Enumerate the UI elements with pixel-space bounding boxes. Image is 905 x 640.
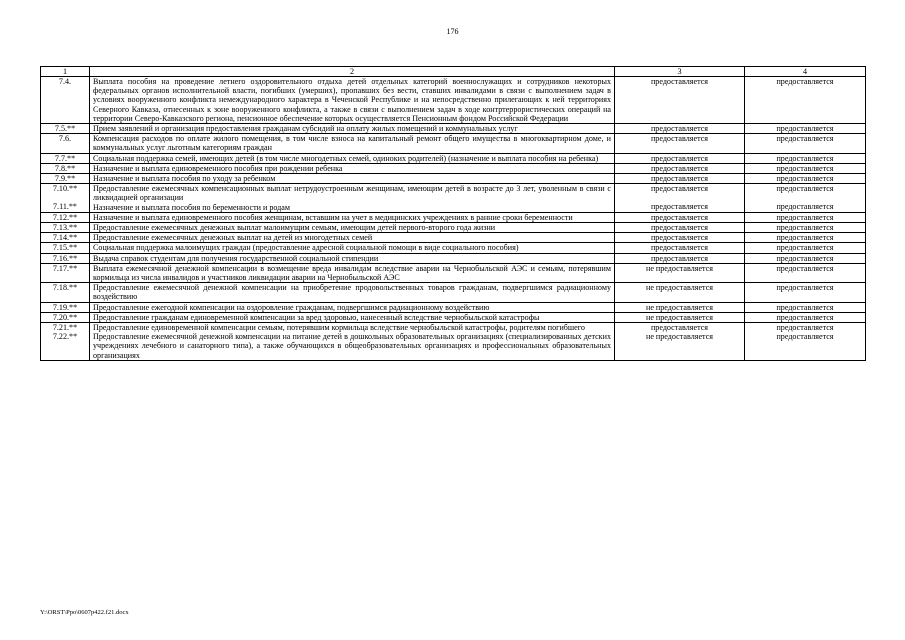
table-row <box>41 302 866 312</box>
row-number-text: 7.18.** <box>52 283 78 293</box>
availability-col-3-text: не предоставляется <box>645 312 714 322</box>
availability-col-3 <box>615 163 745 173</box>
availability-col-4 <box>745 212 866 222</box>
row-number-text: 7.10.** <box>52 184 78 194</box>
row-number-text: 7.4. <box>58 77 72 86</box>
service-description-text: Выплата ежемесячной денежной компенсации в возмещение вреда инвалидам вследствие аварии на Чернобыльской АЭС и семьям, потерявшим кормильца из числа инвалидов и участников ликвидации аварии на Чернобыльской АЭС <box>93 263 611 283</box>
availability-col-4-text: предоставляется <box>776 202 834 212</box>
table-row <box>41 153 866 163</box>
row-number-text: 7.20.** <box>52 312 78 322</box>
service-description <box>90 223 615 233</box>
service-description-text: Предоставление ежемесячной денежной компенсации на питание детей в дошкольных образовательных организациях (специализированных детских учреждениях лечебного и санаторного типа), а также обучающихся в общеобразовательных организациях и профессиональных образовательных организациях <box>93 332 611 360</box>
availability-col-4 <box>745 184 866 213</box>
availability-col-3 <box>615 253 745 263</box>
table-row <box>41 253 866 263</box>
availability-col-4 <box>745 233 866 243</box>
row-number-text: 7.17.** <box>52 263 78 273</box>
service-description-text: Социальная поддержка малоимущих граждан (предоставление адресной социальной помощи в виде социального пособия) <box>93 243 519 253</box>
availability-col-4-text: предоставляется <box>776 124 834 134</box>
row-number <box>41 312 90 322</box>
availability-col-3-text: предоставляется <box>650 124 709 134</box>
availability-col-3-text: предоставляется <box>650 184 709 194</box>
table-row <box>41 233 866 243</box>
row-number-text: 7.5.** <box>54 124 76 134</box>
availability-col-3 <box>615 302 745 312</box>
row-number <box>41 184 90 213</box>
row-number-text: 7.13.** <box>52 223 78 233</box>
availability-col-4-text: предоставляется <box>776 323 834 333</box>
availability-col-4-text: предоставляется <box>776 233 834 243</box>
availability-col-3-text: предоставляется <box>650 323 709 333</box>
availability-col-4-text: предоставляется <box>776 302 834 312</box>
row-number-text: 7.19.** <box>52 302 78 312</box>
availability-col-3-text: предоставляется <box>650 174 709 184</box>
row-number <box>41 212 90 222</box>
row-number-text: 7.6. <box>58 134 72 144</box>
availability-col-3-text: предоставляется <box>650 253 709 263</box>
service-description-text: Прием заявлений и организация предоставления гражданам субсидий на оплату жилых помещений и коммунальных услуг <box>93 124 518 134</box>
availability-col-3-text: не предоставляется <box>645 263 714 273</box>
table-row <box>41 323 866 361</box>
table-row <box>41 212 866 222</box>
service-description-text: Выдача справок студентам для получения государственной социальной стипендии <box>93 253 379 263</box>
availability-col-3 <box>615 124 745 134</box>
page-number: 176 <box>446 27 459 36</box>
service-description-text: Предоставление ежемесячной денежной компенсации на приобретение продовольственных товаров гражданам, подвергшимся радиационному воздействию <box>93 283 611 302</box>
table-row <box>41 174 866 184</box>
service-description <box>90 134 615 153</box>
availability-col-4 <box>745 223 866 233</box>
availability-col-4-text: предоставляется <box>776 243 834 253</box>
header-col-1: 1 <box>41 67 90 77</box>
availability-col-3-text: предоставляется <box>650 202 709 212</box>
availability-col-3 <box>615 312 745 322</box>
table-row <box>41 263 866 282</box>
table-row <box>41 184 866 213</box>
row-number-text: 7.11.** <box>53 202 77 212</box>
availability-col-4 <box>745 312 866 322</box>
row-number <box>41 134 90 153</box>
service-description <box>90 184 615 213</box>
availability-col-4 <box>745 263 866 282</box>
services-table <box>40 66 866 361</box>
table-header-row <box>41 67 866 77</box>
row-number <box>41 253 90 263</box>
availability-col-4-text: предоставляется <box>776 174 834 184</box>
service-description <box>90 77 615 124</box>
availability-col-4-text: предоставляется <box>776 283 834 293</box>
availability-col-4 <box>745 163 866 173</box>
availability-col-3-text: предоставляется <box>650 134 709 144</box>
header-col-4: 4 <box>745 67 866 77</box>
availability-col-4 <box>745 243 866 253</box>
availability-col-3 <box>615 243 745 253</box>
availability-col-3 <box>615 263 745 282</box>
service-description <box>90 312 615 322</box>
availability-col-3 <box>615 233 745 243</box>
service-description <box>90 263 615 282</box>
availability-col-3 <box>615 77 745 124</box>
row-number-text: 7.16.** <box>52 253 78 263</box>
row-number-text: 7.15.** <box>52 243 78 253</box>
table-row <box>41 312 866 322</box>
row-number-text: 7.8.** <box>54 163 76 173</box>
row-number-text: 7.14.** <box>52 233 78 243</box>
service-description <box>90 243 615 253</box>
service-description-text: Назначение и выплата единовременного пособия при рождении ребенка <box>93 163 343 173</box>
availability-col-4 <box>745 134 866 153</box>
table-row <box>41 163 866 173</box>
row-number <box>41 283 90 302</box>
availability-col-3-text: предоставляется <box>650 223 709 233</box>
availability-col-4-text: предоставляется <box>776 153 834 163</box>
service-description <box>90 153 615 163</box>
availability-col-3-text: не предоставляется <box>645 332 714 342</box>
availability-col-4 <box>745 323 866 361</box>
availability-col-3-text: предоставляется <box>650 77 709 86</box>
availability-col-3-text: предоставляется <box>650 243 709 253</box>
row-number <box>41 163 90 173</box>
availability-col-4-text: предоставляется <box>776 312 834 322</box>
row-number-text: 7.7.** <box>54 153 76 163</box>
service-description-text: Назначение и выплата единовременного пособия женщинам, вставшим на учет в медицинских учреждениях в ранние сроки беременности <box>93 212 573 222</box>
availability-col-4 <box>745 174 866 184</box>
availability-col-3-text: не предоставляется <box>645 302 714 312</box>
availability-col-4-text: предоставляется <box>776 134 834 144</box>
table-row <box>41 124 866 134</box>
table-row <box>41 283 866 302</box>
availability-col-3-text: предоставляется <box>650 163 709 173</box>
availability-col-3-text: предоставляется <box>650 233 709 243</box>
row-number <box>41 223 90 233</box>
availability-col-3 <box>615 212 745 222</box>
header-col-2: 2 <box>90 67 615 77</box>
availability-col-4-text: предоставляется <box>776 332 834 342</box>
table-row <box>41 223 866 233</box>
availability-col-3 <box>615 323 745 361</box>
availability-col-4-text: предоставляется <box>776 163 834 173</box>
availability-col-3 <box>615 184 745 213</box>
availability-col-4-text: предоставляется <box>776 253 834 263</box>
table-body <box>41 77 866 361</box>
row-number-text: 7.9.** <box>54 174 76 184</box>
row-number-text: 7.12.** <box>52 212 78 222</box>
service-description-text: Предоставление ежемесячных денежных выплат малоимущим семьям, имеющим детей первого-второго года жизни <box>93 223 496 233</box>
row-number <box>41 153 90 163</box>
row-number <box>41 302 90 312</box>
availability-col-3 <box>615 223 745 233</box>
row-number <box>41 174 90 184</box>
service-description-text: Назначение и выплата пособия по беременности и родам <box>93 202 291 212</box>
row-number <box>41 124 90 134</box>
service-description-text: Социальная поддержка семей, имеющих детей (в том числе многодетных семей, одиноких родителей) (назначение и выплата пособия на ребенка) <box>93 153 599 163</box>
availability-col-4-text: предоставляется <box>776 263 834 273</box>
row-number <box>41 263 90 282</box>
service-description <box>90 233 615 243</box>
service-description <box>90 174 615 184</box>
service-description <box>90 124 615 134</box>
table-row <box>41 243 866 253</box>
service-description <box>90 212 615 222</box>
service-description-text: Предоставление единовременной компенсации семьям, потерявшим кормильца вследствие чернобыльской катастрофы, родителям погибшего <box>93 323 585 333</box>
availability-col-4 <box>745 124 866 134</box>
availability-col-4 <box>745 283 866 302</box>
availability-col-3-text: предоставляется <box>650 153 709 163</box>
service-description-text: Назначение и выплата пособия по уходу за ребенком <box>93 174 276 184</box>
service-description-text: Предоставление ежемесячных денежных выплат на детей из многодетных семей <box>93 233 373 243</box>
service-description <box>90 323 615 361</box>
row-number-text: 7.21.** <box>52 323 78 333</box>
service-description-text: Предоставление ежемесячных компенсационных выплат нетрудоустроенным женщинам, имеющим детей в возрасте до 3 лет, уволенным в связи с ликвидацией организации <box>93 184 611 203</box>
row-number-text: 7.22.** <box>52 332 78 342</box>
availability-col-3 <box>615 134 745 153</box>
availability-col-3 <box>615 283 745 302</box>
service-description <box>90 163 615 173</box>
service-description-text: Компенсация расходов по оплате жилого помещения, в том числе взноса на капитальный ремонт общего имущества в многоквартирном доме, и коммунальных услуг льготным категориям граждан <box>93 134 611 153</box>
availability-col-3 <box>615 174 745 184</box>
availability-col-3-text: не предоставляется <box>645 283 714 293</box>
availability-col-4-text: предоставляется <box>776 77 834 86</box>
availability-col-4-text: предоставляется <box>776 184 834 194</box>
row-number <box>41 77 90 124</box>
availability-col-4-text: предоставляется <box>776 223 834 233</box>
availability-col-4-text: предоставляется <box>776 212 834 222</box>
service-description <box>90 302 615 312</box>
table-row <box>41 77 866 124</box>
availability-col-4 <box>745 153 866 163</box>
table-row <box>41 134 866 153</box>
row-number <box>41 243 90 253</box>
availability-col-4 <box>745 302 866 312</box>
availability-col-4 <box>745 77 866 124</box>
service-description-text: Предоставление гражданам единовременной компенсации за вред здоровью, нанесенный вследствие чернобыльской катастрофы <box>93 312 540 322</box>
service-description-text: Выплата пособия на проведение летнего оздоровительного отдыха детей отдельных категорий военнослужащих и сотрудников некоторых федеральных органов исполнительной власти, погибших (умерших), пропавших без вести, ставших инвалидами в связи с выполнением задач в условиях вооруженного конфликта немеждународного характера в Чеченской Республике и на непосредственно прилегающих к ней территориях Северного Кавказа, отнесенных к зоне вооруженного конфликта, а также в связи с выполнением задач в ходе контртеррористических операций на территории Северо-Кавказского региона, пенсионное обеспечение которых осуществляется Пенсионным фондом Российской Федерации <box>93 77 611 123</box>
row-number <box>41 323 90 361</box>
file-path-footer: Y:\ORST\Ppo\0607p422.f21.docx <box>40 609 129 616</box>
service-description-text: Предоставление ежегодной компенсации на оздоровление гражданам, подвергшимся радиационному воздействию <box>93 302 490 312</box>
service-description <box>90 253 615 263</box>
availability-col-3-text: предоставляется <box>650 212 709 222</box>
service-description <box>90 283 615 302</box>
availability-col-3 <box>615 153 745 163</box>
availability-col-4 <box>745 253 866 263</box>
row-number <box>41 233 90 243</box>
header-col-3: 3 <box>615 67 745 77</box>
